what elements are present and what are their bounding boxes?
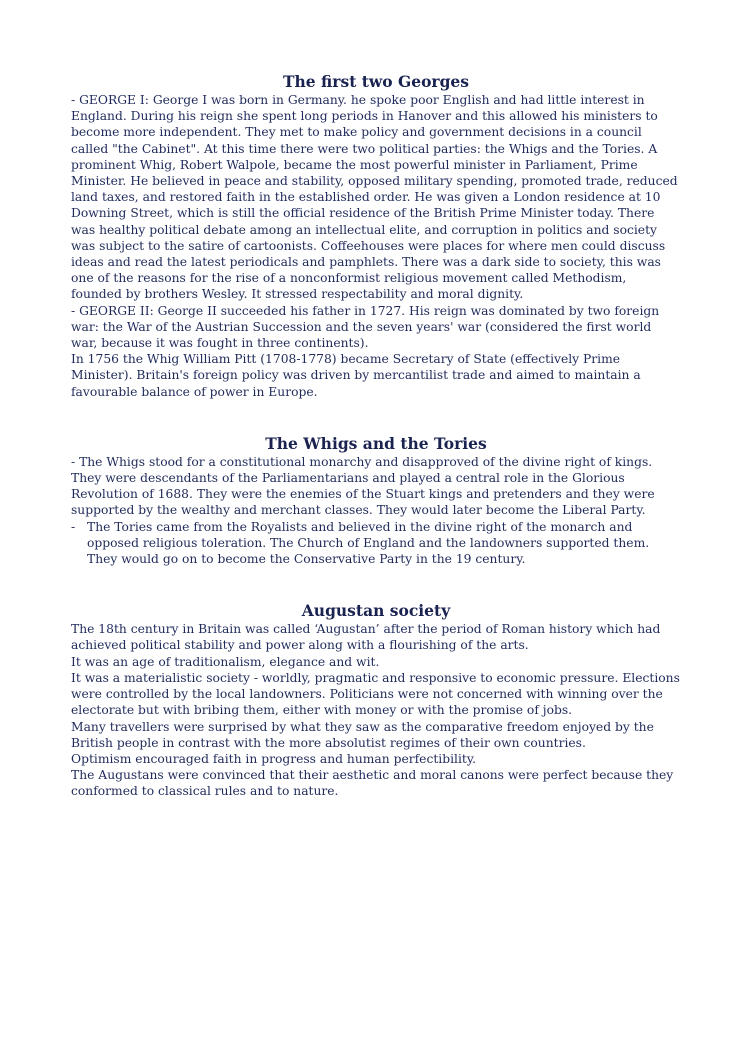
paragraph-george-i: - GEORGE I: George I was born in Germany. he spoke poor English and had little interest in England. During his reign she spent long periods in Hanover and this allowed his ministers to become more independent. They met to make policy and government decisions in a council called "the Cabinet". At this time there were two political parties: the Whigs and the Tories. A prominent Whig, Robert Walpole, became the most powerful minister in Parliament, Prime Minister. He believed in peace and stability, opposed military spending, promoted trade, reduced land taxes, and restored faith in the established order. He was given a London residence at 10 Downing Street, which is still the official residence of the British Prime Minister today. There was healthy political debate among an intellectual elite, and corruption in politics and society was subject to the satire of cartoonists. Coffeehouses were places for where men could discuss ideas and read the latest periodicals and pamphlets. There was a dark side to society, this was one of the reasons for the rise of a nonconformist religious movement called Methodism, founded by brothers Wesley. It stressed respectability and moral dignity. (71, 93, 678, 302)
paragraph-traditionalism: It was an age of traditionalism, elegance and wit. (71, 654, 380, 669)
section-title: The first two Georges (282, 72, 470, 91)
section-title: Augustan society (301, 601, 451, 621)
section-whigs-and-tories (71, 434, 681, 567)
section-spacer (71, 567, 681, 601)
paragraph-whigs: - The Whigs stood for a constitutional monarchy and disapproved of the divine right of kings. They were descendants of the Parliamentarians and played a central role in the Glorious Revolution of 1688. They were the enemies of the Stuart kings and pretenders and they were supported by the wealthy and merchant classes. They would later become the Liberal Party. (71, 454, 655, 518)
paragraph-william-pitt: In 1756 the Whig William Pitt (1708-1778) became Secretary of State (effectively Prime Minister). Britain's foreign policy was driven by mercantilist trade and aimed to maintain a favourable balance of power in Europe. (71, 352, 641, 399)
paragraph-travellers: Many travellers were surprised by what they saw as the comparative freedom enjoyed by the British people in contrast with the more absolutist regimes of their own countries. (71, 719, 654, 750)
paragraph-optimism: Optimism encouraged faith in progress and human perfectibility. (71, 751, 477, 766)
document-page (71, 72, 681, 800)
section-title: The Whigs and the Tories (265, 433, 487, 453)
paragraph-augustan-name: The 18th century in Britain was called ‘Augustan’ after the period of Roman history which had achieved political stability and power along with a flourishing of the arts. (71, 622, 661, 653)
paragraph-george-ii: - GEORGE II: George II succeeded his father in 1727. His reign was dominated by two foreign war: the War of the Austrian Succession and the seven years' war (considered the first world war, because it was fought in three continents). (71, 303, 660, 351)
section-augustan-society (71, 601, 681, 799)
paragraph-materialistic: It was a materialistic society - worldly, pragmatic and responsive to economic pressure. Elections were controlled by the local landowners. Politicians were not concerned with winning over the electorate but with bribing them, either with money or with the promise of jobs. (71, 670, 680, 718)
section-spacer (71, 400, 681, 434)
paragraph-canons: The Augustans were convinced that their aesthetic and moral canons were perfect because they conformed to classical rules and to nature. (71, 768, 674, 799)
list-item-tories: - The Tories came from the Royalists and believed in the divine right of the monarch and opposed religious toleration. The Church of England and the landowners supported them. They would go on to become the Conservative Party in the 19 century. (71, 519, 681, 568)
section-first-two-georges (71, 72, 681, 400)
bullet-list (71, 519, 681, 568)
